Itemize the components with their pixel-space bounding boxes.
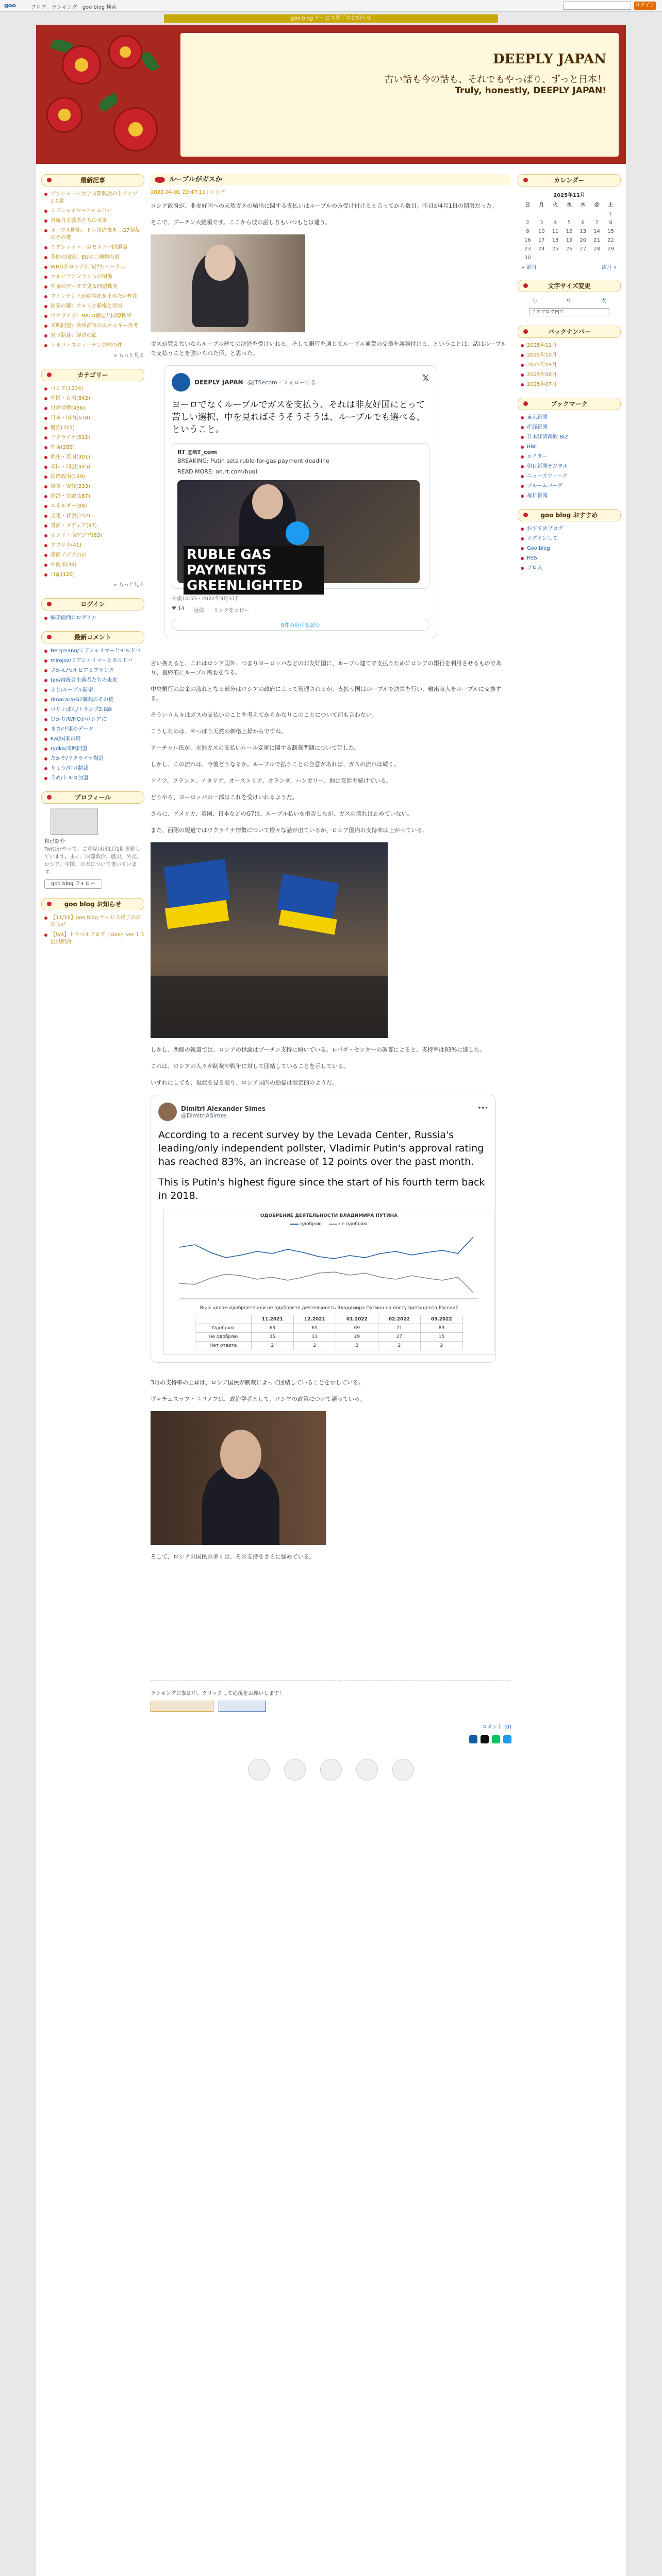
calendar-day[interactable]: 12 (566, 229, 573, 234)
calendar-day (563, 254, 576, 262)
table-cell: Одобряю (195, 1324, 252, 1333)
backnumber-link[interactable]: 2025年07月 (521, 381, 621, 388)
table-header: 03.2022 (420, 1315, 462, 1324)
category-link[interactable]: 軍事・安保(233) (44, 483, 144, 490)
legend-disapprove: не одобряю (329, 1222, 368, 1227)
reaction-icon[interactable] (392, 1759, 414, 1781)
news-link[interactable]: 【9/4】トラベルブログ（Goo）ver 1.3 提供開始 (44, 931, 144, 946)
calendar-table (520, 198, 618, 263)
table-cell: 29 (336, 1333, 378, 1342)
tweet-avatar[interactable] (172, 373, 190, 392)
recent-post-link[interactable]: 中東のデータで見る同盟動向 (44, 283, 144, 291)
osusume-heading: goo blog おすすめ (518, 509, 621, 521)
quoted-tweet-text: BREAKING: Putin sets ruble-for-gas payment deadline (177, 457, 329, 464)
bookmark-link[interactable]: ロイター (521, 453, 621, 461)
table-cell: 2 (336, 1342, 378, 1350)
quoted-tweet-link[interactable]: READ MORE: on.rt.com/buql (177, 468, 257, 475)
category-more-link[interactable]: » もっと見る (113, 582, 144, 588)
bookmark-link[interactable]: 産経新聞 (521, 424, 621, 431)
calendar-day[interactable]: 28 (593, 246, 600, 252)
leaf-decoration (139, 49, 159, 73)
post-paragraph: さらに、アメリカ、英国、日本などのG7は、ルーブル払いを拒否したが、ガスの流れは止めていない。 (151, 810, 413, 817)
play-icon[interactable] (286, 521, 309, 545)
blog-subtitle-en: Truly, honestly, DEEPLY JAPAN! (455, 86, 606, 96)
goo-topbar (0, 0, 662, 12)
font-medium-button[interactable]: 中 (566, 298, 572, 304)
calendar-day[interactable]: 3 (540, 220, 543, 226)
post-paragraph: ガスが買えないならルーブル建ての決済を受けいれる。そして銀行を通じてルーブル通貨の交換を義務付ける、ということは、話はルーブルで支払うことを強いられた形、と思った。 (151, 341, 507, 357)
calendar-day[interactable]: 20 (580, 238, 587, 243)
recent-post-link[interactable]: プリンストン大学国際教授のトランプ2.0論 (44, 191, 144, 205)
copy-link-button[interactable]: リンクをコピー (213, 608, 250, 614)
recent-post-link[interactable]: ルーブル防衛、ドル決済抜き：G7制裁のその後 (44, 227, 144, 242)
table-cell: 35 (251, 1333, 293, 1342)
table-cell: 2 (420, 1342, 462, 1350)
reply-button[interactable]: 返信 (193, 608, 204, 614)
category-link[interactable]: インド・南アジア(63) (44, 532, 144, 539)
comment-link[interactable]: たかや/ウクライナ撤退 (44, 755, 144, 762)
bookmark-link[interactable]: 日本経済新聞 BIZ (521, 434, 621, 441)
blog-subtitle: 古い話も今の話も、それでもやっぱり、ずっと日本！ (384, 74, 606, 85)
login-heading: ログイン (41, 598, 144, 611)
ranking-text: ランキングに参加中。クリックして応援をお願いします！ (151, 1691, 285, 1697)
category-link[interactable]: 中南米(38) (44, 562, 144, 569)
calendar-month: 2025年11月 (553, 193, 585, 198)
calendar-weekday: 木 (580, 202, 586, 208)
calendar-weekday: 水 (566, 202, 572, 208)
post-paragraph: そして、ロシアの国民の多くは、その支持をさらに強めている。 (151, 1553, 315, 1560)
table-cell: 2 (378, 1342, 420, 1350)
comment-link[interactable]: ロリ＋ぽん/トランプ2.0論 (44, 706, 144, 714)
post-paragraph: こうしたのは、やっぱり天然の価格上昇からですね。 (151, 728, 287, 735)
protest-photo (151, 842, 388, 1038)
table-cell: Нет ответа (195, 1342, 252, 1350)
blog-wrapper (36, 25, 626, 2576)
profile-name: 自己紹介 (44, 839, 65, 844)
calendar-weekday: 火 (553, 202, 558, 208)
post-paragraph: 3月の支持率の上昇は、ロシア国民が制裁によって団結していることを示している。 (151, 1379, 364, 1386)
calendar-day (604, 254, 617, 262)
table-row (195, 1342, 463, 1350)
post-paragraph: しかし、西側の報道では、ロシアの世論はプーチン支持に傾いている。レバダ・センターの調査によると、支持率は83%に達した。 (151, 1046, 486, 1053)
recent-post-link[interactable]: セルビアとフランスの関係 (44, 274, 144, 281)
right-sidebar (518, 174, 621, 581)
osusume-link[interactable]: ログインして (521, 535, 621, 543)
table-cell: 65 (293, 1324, 336, 1333)
recent-posts-list (41, 191, 144, 349)
backnumber-list (518, 342, 621, 388)
post-paragraph: 中央銀行のお金の流れとなる部分はロシアの政府によって管理されるが、支払う国はルーブルで決算を行い、輸出収入をルーブルに交換する。 (151, 686, 502, 702)
calendar-heading: カレンダー (518, 174, 621, 187)
main-content (151, 174, 511, 1781)
post-paragraph: いずれにしても、現状を見る限り、ロシア国内の動揺は限定的のようだ。 (151, 1079, 338, 1086)
comments-heading: 最新コメント (41, 631, 144, 643)
comment-link[interactable]: さかえ/セルビアとフランス (44, 667, 144, 674)
ranking-banner[interactable] (151, 1701, 213, 1712)
calendar-day[interactable]: 19 (566, 238, 573, 243)
chart-question: Вы в целом одобряете или не одобряете деятельность Владимира Путина на посту президента России? (200, 1306, 458, 1311)
calendar-day (521, 210, 534, 218)
post-paragraph: そこで、プーチン大統領です。ここから彼の話し方もいつもとは違う。 (151, 219, 332, 226)
table-header: 01.2022 (336, 1315, 378, 1324)
announcement-ticker[interactable]: goo blog サービス終了のお知らせ (164, 14, 498, 23)
calendar-day (549, 254, 562, 262)
recent-post-link[interactable]: WHOがロシアに向けたハードル (44, 264, 144, 271)
reaction-icon[interactable] (284, 1759, 306, 1781)
rt-news-image[interactable] (177, 480, 420, 594)
category-link[interactable]: 中東(289) (44, 444, 144, 451)
news-heading: goo blog お知らせ (41, 898, 144, 910)
comment-link[interactable]: うめ/トルコ加盟 (44, 775, 144, 782)
calendar-day[interactable]: 24 (538, 246, 545, 252)
calendar-weekday: 日 (525, 202, 531, 208)
category-link[interactable]: 米国・同盟(445) (44, 464, 144, 471)
share-hatena-icon[interactable] (503, 1735, 511, 1743)
bookmark-link[interactable]: ブルームバーグ (521, 483, 621, 490)
calendar-day[interactable]: 26 (566, 246, 573, 252)
category-link[interactable]: 日本・国内(678) (44, 415, 144, 422)
backnumber-heading: バックナンバー (518, 326, 621, 338)
profile-text: Twitterやって、ご意見ほぼ1日1回更新しています。主に、国際政治、歴史、外交、ロシア、中国、日本について書いています。 (44, 846, 142, 875)
table-cell: 63 (251, 1324, 293, 1333)
backnumber-link[interactable]: 2025年09月 (521, 362, 621, 369)
camellia-flower (62, 45, 101, 84)
tweet-timestamp[interactable]: 午後10:55 · 2022年3月31日 (172, 596, 240, 602)
recent-post-link[interactable]: 米欧同盟：欧州高官のエネルギー再考 (44, 323, 144, 330)
category-link[interactable]: ウクライナ(512) (44, 434, 144, 442)
news-list (41, 914, 144, 946)
bookmark-link[interactable]: BBC (521, 444, 621, 451)
recent-post-link[interactable]: 英国の国家：EUの二種類の道 (44, 254, 144, 261)
post-paragraph: そういう人々はガスの支払いのことを考えてからかなりこのことについて何も言わない。 (151, 711, 377, 718)
recent-more-link[interactable]: » もっと見る (113, 353, 144, 359)
calendar-day[interactable]: 14 (593, 229, 600, 234)
comment-link[interactable]: rimacara/G7制裁のその後 (44, 697, 144, 704)
font-large-button[interactable]: 大 (601, 298, 606, 304)
category-link[interactable]: 世界情勢(456) (44, 405, 144, 412)
video-caption: RUBLE GAS PAYMENTS GREENLIGHTED (184, 546, 324, 595)
backnumber-link[interactable]: 2025年11月 (521, 342, 621, 349)
calendar-day (576, 254, 589, 262)
reaction-icon[interactable] (320, 1759, 342, 1781)
post-paragraph: これは、ロシアの人々が制裁や戦争に対して団結していることを示している。 (151, 1063, 349, 1070)
tweet-author-name[interactable]: Dimitri Alexander Simes (181, 1105, 266, 1112)
osusume-link[interactable]: RSS (521, 555, 621, 562)
calendar-day (563, 210, 576, 218)
quoted-tweet-author: RT @RT_com (177, 449, 217, 455)
category-link[interactable]: 書評・メディア(97) (44, 522, 144, 530)
profile-heading: プロフィール (41, 791, 144, 804)
post-paragraph: ヴャチェスラフ・ニコノフは、政治学者として、ロシアの政策について語っている。 (151, 1396, 366, 1402)
calendar-day (590, 254, 603, 262)
comment-link[interactable]: Kai/国家の鍵 (44, 736, 144, 743)
x-logo-icon[interactable]: 𝕏 (422, 373, 429, 384)
calendar-day[interactable]: 21 (593, 238, 600, 243)
bookmark-link[interactable]: ニューズウィーク (521, 473, 621, 480)
table-cell: 27 (378, 1333, 420, 1342)
calendar-day[interactable]: 15 (607, 229, 614, 234)
embedded-tweet[interactable] (164, 365, 437, 638)
tweet-author-name[interactable]: DEEPLY JAPAN (194, 379, 243, 386)
like-count: 14 (178, 606, 185, 612)
putin-photo (151, 234, 305, 332)
left-sidebar (41, 174, 144, 955)
calendar-day[interactable]: 6 (581, 220, 585, 226)
comment-link[interactable]: りょう/対ロ制裁 (44, 765, 144, 772)
recent-posts-heading: 最新記事 (41, 174, 144, 187)
calendar-day[interactable]: 9 (526, 229, 529, 234)
like-icon[interactable]: ♥ 14 (172, 606, 185, 612)
table-cell: 83 (420, 1324, 462, 1333)
goo-logo[interactable]: goo (4, 2, 16, 9)
tweet-text: According to a recent survey by the Levada Center, Russia's leading/only independent pollster, Vladimir Putin's approval rating has reached 83%, an increase of 12 points over the past month. (158, 1129, 484, 1167)
calendar-day (535, 254, 548, 262)
bookmark-link[interactable]: 毎日新聞 (521, 493, 621, 500)
post-paragraph: しかし、この流れは、今後どうなるか。ルーブルで払うことの合意があれば、ガスの流れは続く。 (151, 761, 400, 768)
table-row (195, 1324, 463, 1333)
calendar-day[interactable]: 4 (553, 220, 557, 226)
tweet-text: ヨーロでなくルーブルでガスを支払う、それは非友好国にとって苦しい選択、中を見ればそうそうそうは、ルーブルでも選べる、ということ。 (172, 400, 425, 435)
osusume-link[interactable]: Goo blog (521, 545, 621, 552)
tweet-text: This is Putin's highest figure since the start of his fourth term back in 2018. (158, 1177, 485, 1201)
calendar-weekday: 月 (539, 202, 544, 208)
recent-post-link[interactable]: ウクライナ：NATO撤退と国際秩序 (44, 313, 144, 320)
category-list (41, 385, 144, 579)
approval-chart (163, 1210, 494, 1355)
comments-list (41, 648, 144, 782)
legend-approve: одобряю (290, 1222, 321, 1227)
table-cell: 33 (293, 1333, 336, 1342)
post-paragraph: どうやら、ヨーロッパの一部はこれを受けいれるようだ。 (151, 794, 298, 801)
calendar-day[interactable]: 30 (524, 255, 531, 261)
edit-login-link[interactable]: 編集画面にログイン (44, 615, 144, 622)
recent-post-link[interactable]: ミアシャイマーとモルドバ (44, 208, 144, 215)
category-link[interactable]: 東南アジア(52) (44, 552, 144, 559)
tweet-avatar[interactable] (158, 1103, 177, 1121)
post-paragraph: ドイツ、フランス、イタリア、オーストリア、オランダ、ハンガリー、他は交渉を続けている。 (151, 777, 392, 784)
camellia-flower (108, 35, 142, 69)
reaction-icon[interactable] (248, 1759, 270, 1781)
read-replies-button[interactable]: 8件の返信を読む (172, 619, 429, 631)
calendar-day[interactable]: 1 (609, 211, 613, 217)
category-link[interactable]: 日記(120) (44, 571, 144, 579)
calendar-day[interactable]: 16 (524, 238, 531, 243)
calendar-weekday: 土 (608, 202, 614, 208)
calendar-day (576, 210, 589, 218)
share-line-icon[interactable] (492, 1735, 500, 1743)
calendar-day (549, 210, 562, 218)
table-cell: 2 (293, 1342, 336, 1350)
category-link[interactable]: 中国・台湾(842) (44, 395, 144, 402)
table-header: 12.2021 (293, 1315, 336, 1324)
tweet-handle[interactable]: @JTSecom · フォローする (247, 379, 317, 386)
comment-link[interactable]: まさ/中東のデータ (44, 726, 144, 733)
bookmark-heading: ブックマーク (518, 398, 621, 410)
backnumber-link[interactable]: 2025年08月 (521, 371, 621, 379)
comment-link[interactable]: tao/再統合主義者たちの未来 (44, 677, 144, 684)
comment-link[interactable]: ふじ/ルーブル防衛 (44, 687, 144, 694)
calendar-day[interactable]: 25 (552, 246, 559, 252)
recent-post-link[interactable]: 再統合主義者たちの未来 (44, 217, 144, 225)
table-cell: 69 (336, 1324, 378, 1333)
recent-post-link[interactable]: 対ロ制裁：経済の底 (44, 332, 144, 340)
camellia-flower (46, 97, 82, 133)
calendar-day[interactable]: 2 (526, 220, 529, 226)
table-header: 02.2022 (378, 1315, 420, 1324)
camellia-flower (113, 107, 158, 151)
share-facebook-icon[interactable] (469, 1735, 477, 1743)
bookmark-link[interactable]: 朝日新聞デジタル (521, 463, 621, 470)
calendar-day[interactable]: 8 (609, 220, 613, 226)
follow-button[interactable]: goo blog フォロー (44, 879, 102, 889)
portrait-photo (151, 1411, 326, 1545)
calendar-prev[interactable]: « 前月 (522, 265, 537, 270)
post-paragraph: また、西側の報道ではウクライナ情勢について様々な話が出ているが、ロシア国内の支持率は上がっている。 (151, 827, 428, 834)
calendar-day[interactable]: 23 (524, 246, 531, 252)
share-x-icon[interactable] (481, 1735, 489, 1743)
approval-table (195, 1315, 463, 1350)
category-link[interactable]: 文化・社会(152) (44, 513, 144, 520)
embedded-tweet-simes[interactable] (151, 1095, 496, 1363)
calendar-day[interactable]: 13 (580, 229, 587, 234)
goo-nav-links[interactable]: ブログ ランキング goo blog 検索 (31, 5, 117, 10)
post-paragraph: アーチャル氏が、天然ガスの支払いルール変更に関する制裁問題について話した。 (151, 744, 360, 751)
table-cell: 15 (420, 1333, 462, 1342)
approval-line-chart (164, 1227, 484, 1304)
calendar-next[interactable]: 次月 » (601, 265, 617, 270)
blog-header (36, 25, 626, 164)
comment-link[interactable]: Bergmann/ミアシャイマーとモルドバ (44, 648, 144, 655)
calendar-day[interactable]: 18 (552, 238, 559, 243)
table-header: 11.2021 (251, 1315, 293, 1324)
category-link[interactable]: エネルギー(88) (44, 503, 144, 510)
post-paragraph: ロシア政府が、非友好国への天然ガスの輸出に関する支払いはルーブルのみ受け付けると言ってから数日。昨日が4月1日の期限だった。 (151, 202, 498, 209)
ranking-banner[interactable] (219, 1701, 266, 1712)
comment-count-link[interactable]: コメント (0) (482, 1724, 511, 1730)
profile-avatar[interactable] (51, 808, 98, 835)
calendar-day[interactable]: 5 (567, 220, 571, 226)
recent-post-link[interactable]: トルコ・スウェーデン加盟の件 (44, 342, 144, 349)
calendar-day[interactable]: 10 (538, 229, 545, 234)
table-row (195, 1333, 463, 1342)
osusume-link[interactable]: ブロ友 (521, 565, 621, 572)
osusume-link[interactable]: おすすめブログ (521, 526, 621, 533)
leaf-decoration (96, 92, 120, 112)
post-title[interactable]: ルーブルがガスか (151, 174, 511, 185)
tweet-handle[interactable]: @DimitriASimes (181, 1112, 227, 1119)
font-size-heading: 文字サイズ変更 (518, 280, 621, 292)
recent-post-link[interactable]: ミアシャイマーのモルドバ問題論 (44, 244, 144, 251)
table-cell: 2 (251, 1342, 293, 1350)
comment-link[interactable]: ひかり/WHOがロシアに (44, 716, 144, 723)
blog-title[interactable]: DEEPLY JAPAN (492, 52, 606, 67)
calendar-day[interactable]: 17 (538, 238, 545, 243)
category-link[interactable]: アフリカ(41) (44, 542, 144, 549)
table-cell: Не одобряю (195, 1333, 252, 1342)
header-panel (180, 33, 619, 157)
osusume-list (518, 526, 621, 572)
bookmark-link[interactable]: 東京新聞 (521, 414, 621, 421)
category-heading: カテゴリー (41, 369, 144, 381)
quoted-tweet[interactable] (172, 443, 429, 594)
login-button[interactable]: ログイン (634, 2, 656, 10)
search-scope-select[interactable]: このブログ内で (529, 308, 609, 316)
more-icon[interactable]: ··· (477, 1103, 488, 1113)
font-small-button[interactable]: 小 (532, 298, 538, 304)
bookmark-list (518, 414, 621, 500)
calendar-day[interactable]: 22 (607, 238, 614, 243)
category-link[interactable]: 欧州・英国(301) (44, 454, 144, 461)
calendar-day[interactable]: 11 (552, 229, 559, 234)
post-paragraph: 言い換えると、これはロシア国外、つまりヨーロッパなどの非友好国に、ルーブル建てで支払うためにロシアの銀行を利用させるものであり、最終的にルーブル需要を作る。 (151, 660, 502, 676)
backnumber-link[interactable]: 2025年10月 (521, 352, 621, 359)
calendar-day (590, 210, 603, 218)
category-link[interactable]: 国際政治(199) (44, 473, 144, 481)
recent-post-link[interactable]: フィンランドが軍事化を止めたい理由 (44, 293, 144, 300)
news-link[interactable]: 【11/18】goo blog サービス終了のお知らせ (44, 914, 144, 929)
category-link[interactable]: 歴史(321) (44, 425, 144, 432)
recent-post-link[interactable]: 国家の鍵：アメリカ覇権と帝国 (44, 303, 144, 310)
calendar-day (535, 210, 548, 218)
table-cell: 71 (378, 1324, 420, 1333)
calendar-day[interactable]: 27 (580, 246, 587, 252)
table-header (195, 1315, 252, 1324)
calendar-weekday: 金 (594, 202, 600, 208)
post-date[interactable]: 2022-04-01 22:47:11 | ロシア (151, 190, 226, 195)
reaction-icon[interactable] (356, 1759, 378, 1781)
calendar-day[interactable]: 7 (595, 220, 599, 226)
calendar-day[interactable]: 29 (607, 246, 614, 252)
category-link[interactable]: ロシア(1234) (44, 385, 144, 393)
category-link[interactable]: 経済・金融(167) (44, 493, 144, 500)
chart-title: ОДОБРЕНИЕ ДЕЯТЕЛЬНОСТИ ВЛАДИМИРА ПУТИНА (260, 1213, 398, 1218)
comment-link[interactable]: ryoka/米欧同盟 (44, 745, 144, 753)
goo-search-input[interactable] (563, 2, 631, 10)
comment-link[interactable]: mirojoz/ミアシャイマーとモルドバ (44, 657, 144, 665)
